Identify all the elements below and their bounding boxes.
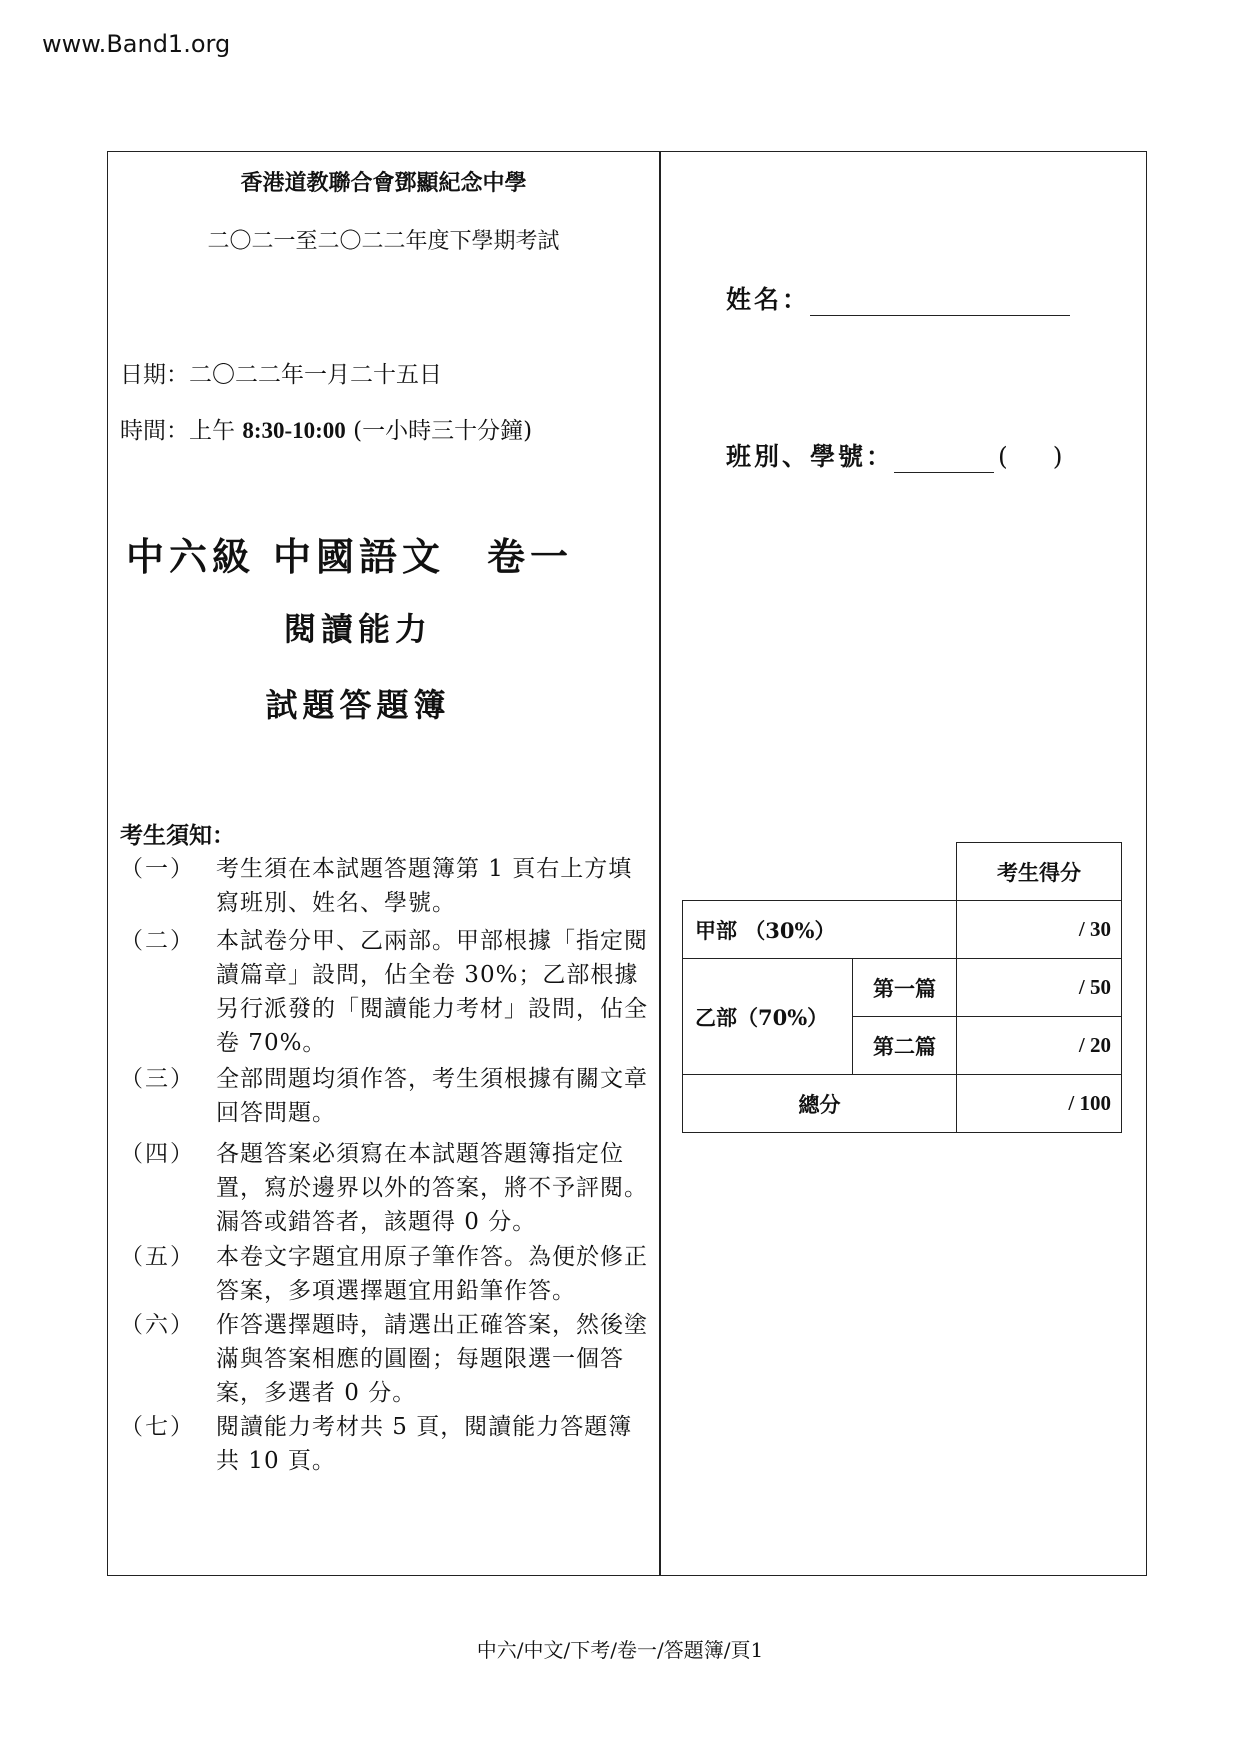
cover-frame xyxy=(107,151,1147,1576)
instruction-item xyxy=(120,1062,650,1130)
instruction-item xyxy=(120,1410,650,1478)
score-header: 考生得分 xyxy=(957,843,1122,901)
class-number-label: 班別、學號： xyxy=(726,442,895,471)
date-label: 日期： xyxy=(120,362,189,388)
exam-date xyxy=(120,356,442,389)
instruction-item xyxy=(120,924,650,1060)
instruction-text: 閱讀能力考材共 5 頁，閱讀能力答題簿共 10 頁。 xyxy=(216,1414,633,1474)
instruction-item xyxy=(120,1240,650,1308)
page-footer: 中六/中文/下考/卷一/答題簿/頁1 xyxy=(476,1638,764,1662)
paper-title xyxy=(126,526,573,581)
instruction-item xyxy=(120,852,650,920)
date-value: 二〇二二年一月二十五日 xyxy=(189,362,442,388)
instruction-text: 本試卷分甲、乙兩部。甲部根據「指定閱讀篇章」設問，佔全卷 30%；乙部根據另行派發的「閱讀能力考材」設問，佔全卷 70%。 xyxy=(216,928,648,1056)
section-title: 閱讀能力 xyxy=(283,610,432,648)
instruction-number: （一） xyxy=(120,856,195,882)
name-label: 姓名： xyxy=(726,285,811,314)
instruction-number: （七） xyxy=(120,1414,195,1440)
time-value: 8:30-10:00 xyxy=(242,418,346,443)
passage-1-score: / 50 xyxy=(957,959,1122,1017)
instruction-number: （六） xyxy=(120,1312,195,1338)
watermark-url: www.Band1.org xyxy=(42,30,231,58)
instruction-item xyxy=(120,1308,650,1410)
instruction-text: 考生須在本試題答題簿第 1 頁右上方填寫班別、姓名、學號。 xyxy=(216,856,633,916)
instruction-text: 全部問題均須作答，考生須根據有關文章回答問題。 xyxy=(216,1066,648,1126)
total-label: 總分 xyxy=(683,1075,957,1133)
part-a-score: / 30 xyxy=(957,901,1122,959)
column-divider xyxy=(659,152,661,1575)
instruction-text: 本卷文字題宜用原子筆作答。為便於修正答案，多項選擇題宜用鉛筆作答。 xyxy=(216,1244,648,1304)
instruction-text: 各題答案必須寫在本試題答題簿指定位置，寫於邊界以外的答案，將不予評閱。漏答或錯答者，該題得 0 分。 xyxy=(216,1141,648,1235)
duration: (一小時三十分鐘) xyxy=(353,418,533,444)
class-number-field xyxy=(726,437,1066,473)
passage-1-label: 第一篇 xyxy=(853,959,957,1017)
exam-time xyxy=(120,412,532,445)
form-level: 中六級 xyxy=(126,534,256,579)
instruction-number: （二） xyxy=(120,928,195,954)
booklet-title: 試題答題簿 xyxy=(265,686,451,724)
paren-open: ( xyxy=(998,442,1011,471)
part-b-label: 乙部（70%） xyxy=(683,959,853,1075)
score-table xyxy=(682,842,1122,1133)
paren-close: ) xyxy=(1052,442,1066,471)
instruction-item xyxy=(120,1137,650,1239)
instruction-number: （四） xyxy=(120,1141,195,1167)
passage-2-label: 第二篇 xyxy=(853,1017,957,1075)
instruction-text: 作答選擇題時，請選出正確答案，然後塗滿與答案相應的圓圈；每題限選一個答案，多選者 0 分。 xyxy=(216,1312,648,1406)
instructions-heading: 考生須知： xyxy=(120,822,235,849)
school-name: 香港道教聯合會鄧顯紀念中學 xyxy=(240,170,527,196)
class-input-line[interactable] xyxy=(894,444,994,473)
exam-name: 二〇二一至二〇二二年度下學期考試 xyxy=(207,229,560,254)
name-input-line[interactable] xyxy=(810,287,1070,316)
name-field xyxy=(726,280,1070,316)
instruction-number: （五） xyxy=(120,1244,195,1270)
time-label: 時間：上午 xyxy=(120,418,235,444)
instruction-number: （三） xyxy=(120,1066,195,1092)
total-score: / 100 xyxy=(957,1075,1122,1133)
passage-2-score: / 20 xyxy=(957,1017,1122,1075)
student-number-box[interactable] xyxy=(998,442,1066,471)
paper-number: 卷一 xyxy=(487,534,574,579)
part-a-label: 甲部 （30%） xyxy=(683,901,957,959)
subject-name: 中國語文 xyxy=(273,534,446,579)
